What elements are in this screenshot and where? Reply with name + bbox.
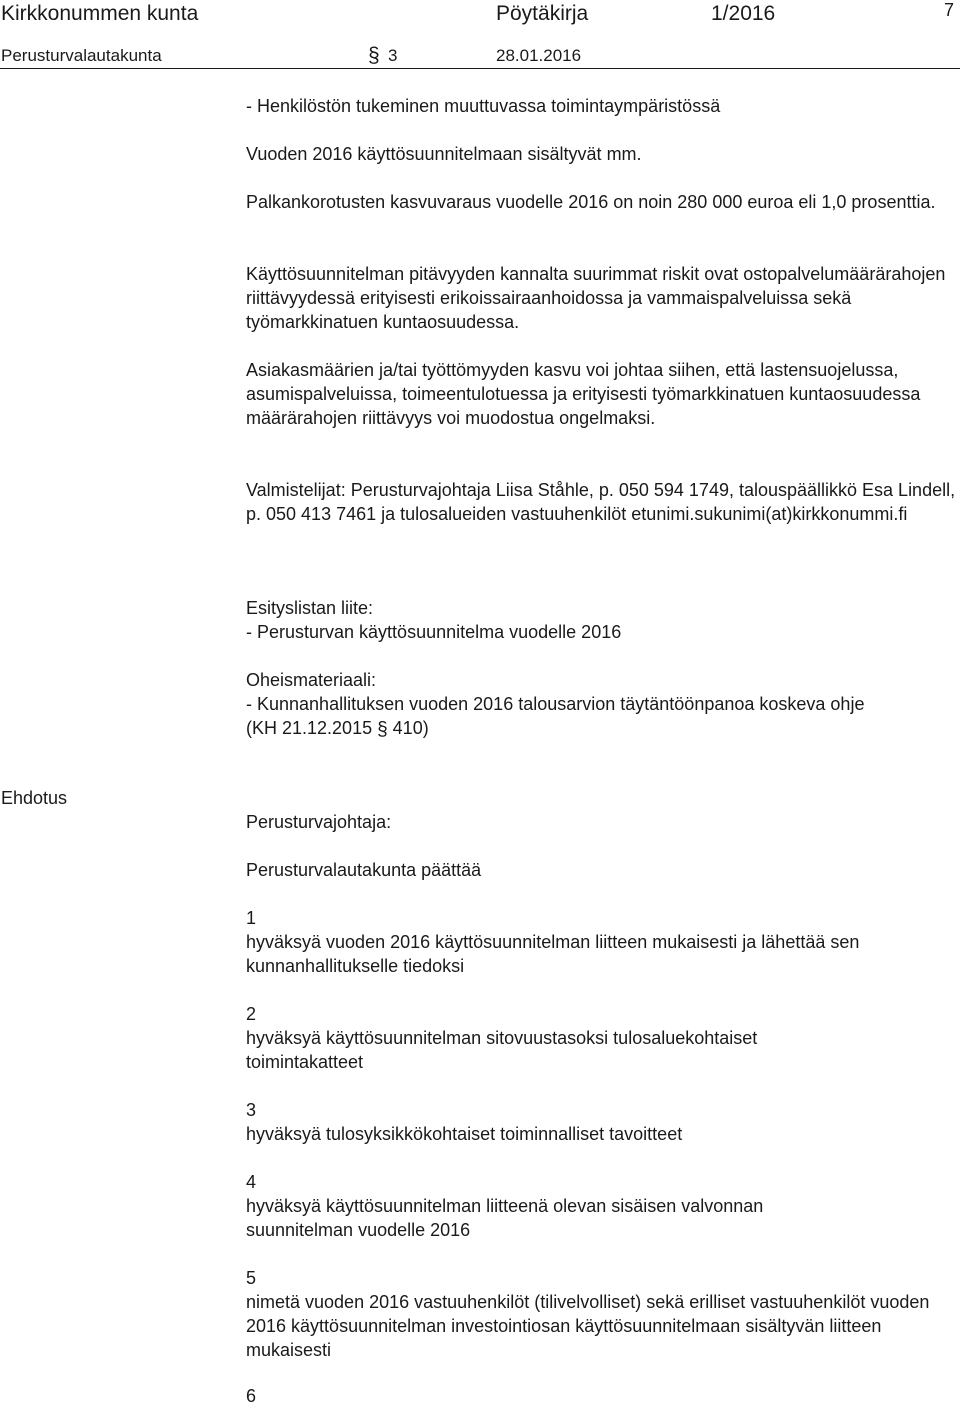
paragraph-salary-growth: Palkankorotusten kasvuvaraus vuodelle 2016 on noin 280 000 euroa eli 1,0 prosenttia. xyxy=(246,192,936,212)
attachments-label: Esityslistan liite: xyxy=(246,598,374,618)
supplementary-item: - Kunnanhallituksen vuoden 2016 talousarvion täytäntöönpanoa koskeva ohje xyxy=(246,694,865,714)
section-symbol: § xyxy=(368,44,380,67)
paragraph-client-growth: Asiakasmäärien ja/tai työttömyyden kasvu voi johtaa siihen, että lastensuojelussa, asumispalveluissa, toimeentulotuessa ja erityisesti työmarkkinatuen kuntaosuudessa määrärahojen riittävyys voi muodostua ongelmaksi. xyxy=(246,360,921,428)
proposal-item-number: 2 xyxy=(246,1004,257,1024)
proposal-item xyxy=(246,1002,958,1074)
proposal-item xyxy=(246,1384,958,1408)
proposal-item-number: 4 xyxy=(246,1172,257,1192)
proposal-item-number: 5 xyxy=(246,1268,257,1288)
header-rule xyxy=(0,68,960,69)
paragraph-risks: Käyttösuunnitelman pitävyyden kannalta suurimmat riskit ovat ostopalvelumäärärahojen riittävyydessä erityisesti erikoissairaanhoidossa ja vammaispalveluissa sekä työmarkkinatuen kuntaosuudessa. xyxy=(246,264,946,332)
proposal-item-text: hyväksyä tulosyksikkökohtaiset toiminnalliset tavoitteet xyxy=(246,1124,683,1144)
document-type: Pöytäkirja xyxy=(496,2,589,25)
proposal-presenter: Perusturvajohtaja: xyxy=(246,812,392,832)
proposal-item-number: 1 xyxy=(246,908,257,928)
document-number: 1/2016 xyxy=(711,2,776,25)
section-symbol-inline: § xyxy=(377,719,388,740)
proposal-item-text: hyväksyä käyttösuunnitelman liitteenä olevan sisäisen valvonnan suunnitelman vuodelle 2016 xyxy=(246,1196,764,1240)
supplementary-reference xyxy=(246,716,958,742)
proposal-side-label: Ehdotus xyxy=(1,788,68,808)
paragraph-preparers: Valmistelijat: Perusturvajohtaja Liisa Ståhle, p. 050 594 1749, talouspäällikkö Esa Lindell, p. 050 413 7461 ja tulosalueiden vastuuhenkilöt etunimi.sukunimi(at)kirkkonummi.fi xyxy=(246,480,956,524)
supplementary-reference-prefix: (KH 21.12.2015 xyxy=(246,718,378,738)
proposal-item-number: 3 xyxy=(246,1100,257,1120)
paragraph-staff-support: - Henkilöstön tukeminen muuttuvassa toimintaympäristössä xyxy=(246,96,721,116)
page-number: 7 xyxy=(944,0,955,20)
paragraph-plan-includes: Vuoden 2016 käyttösuunnitelmaan sisältyvät mm. xyxy=(246,144,642,164)
municipality-name: Kirkkonummen kunta xyxy=(1,2,199,25)
proposal-item xyxy=(246,906,958,978)
proposal-item-number: 6 xyxy=(246,1386,257,1406)
proposal-item-text: hyväksyä vuoden 2016 käyttösuunnitelman liitteen mukaisesti ja lähettää sen kunnanhallitukselle tiedoksi xyxy=(246,932,860,976)
proposal-item xyxy=(246,1098,958,1146)
proposal-item xyxy=(246,1170,958,1242)
proposal-decides: Perusturvalautakunta päättää xyxy=(246,860,482,880)
section-number: 3 xyxy=(388,46,398,65)
meeting-date: 28.01.2016 xyxy=(496,46,582,65)
supplementary-reference-suffix: 410) xyxy=(387,718,429,738)
proposal-item-text: nimetä vuoden 2016 vastuuhenkilöt (tilivelvolliset) sekä erilliset vastuuhenkilöt vuoden 2016 käyttösuunnitelman investointiosan käyttösuunnitelmaan sisältyvän liitteen mukaisesti xyxy=(246,1292,930,1360)
proposal-item xyxy=(246,1266,958,1362)
supplementary-label: Oheismateriaali: xyxy=(246,670,377,690)
proposal-item-text: hyväksyä käyttösuunnitelman sitovuustasoksi tulosaluekohtaiset toimintakatteet xyxy=(246,1028,758,1072)
attachment-item: - Perusturvan käyttösuunnitelma vuodelle 2016 xyxy=(246,622,622,642)
board-name: Perusturvalautakunta xyxy=(1,46,162,65)
